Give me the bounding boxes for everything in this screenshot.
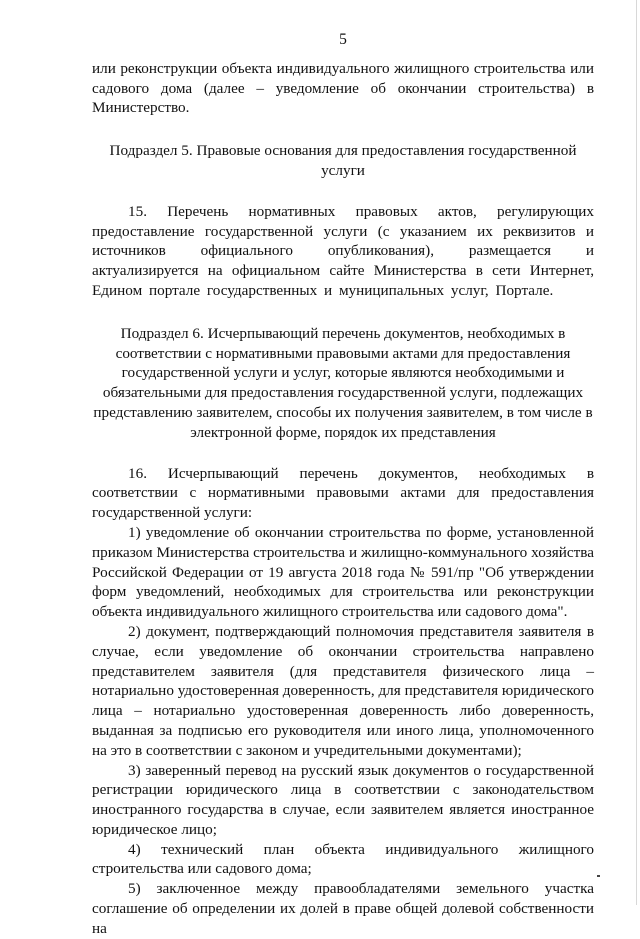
intro-paragraph: или реконструкции объекта индивидуального жилищного строительства или садового дома (далее – уведомление об окончании строительства) в Министерство. (92, 59, 594, 117)
list-item-2: 2) документ, подтверждающий полномочия представителя заявителя в случае, если уведомление об окончании строительства направлено представителем заявителя (для представителя физического лица – нотариально удостоверенная доверенность, для представителя юридического лица – нотариально удостоверенная доверенность либо доверенность, выданная за подписью его руководителя или иного лица, уполномоченного на это в соответствии с законом и учредительными документами); (92, 622, 594, 759)
spacer (92, 443, 594, 464)
list-item-5: 5) заключенное между правообладателями земельного участка соглашение об определении их долей в праве общей долевой собственности на (92, 880, 594, 937)
paragraph-15: 15. Перечень нормативных правовых актов, регулирующих предоставление государственной услуги (с указанием их реквизитов и источников официального опубликования), размещается и актуализируется на официальном сайте Министерства в сети Интернет, Едином портале государственных и муниципальных услуг, Портале. (92, 202, 594, 299)
paragraph-16: 16. Исчерпывающий перечень документов, необходимых в соответствии с нормативными правовыми актами для предоставления государственной услуги: (92, 464, 594, 522)
subsection-5-heading: Подраздел 5. Правовые основания для предоставления государственной услуги (109, 142, 577, 179)
subsection-6-heading: Подраздел 6. Исчерпывающий перечень документов, необходимых в соответствии с нормативными правовыми актами для предоставления государственной услуги и услуг, которые являются необходимыми и обязательными для предоставления государственной услуги, подлежащих представлению заявителем, способы их получения заявителем, в том числе в электронной форме, порядок их представления (93, 324, 593, 441)
document-page (92, 30, 594, 939)
page-edge-line (636, 0, 637, 905)
spacer (92, 301, 594, 324)
spacer (92, 181, 594, 202)
spacer (92, 118, 594, 141)
list-item-3: 3) заверенный перевод на русский язык документов о государственной регистрации юридического лица в соответствии с законодательством иностранного государства в случае, если заявителем является иностранное юридическое лицо; (92, 761, 594, 838)
list-item-4: 4) технический план объекта индивидуального жилищного строительства или садового дома; (92, 840, 594, 878)
scan-mark (597, 875, 600, 877)
page-number: 5 (339, 31, 347, 48)
list-item-1: 1) уведомление об окончании строительства по форме, установленной приказом Министерства строительства и жилищно-коммунального хозяйства Российской Федерации от 19 августа 2018 года № 591/пр "Об утверждении форм уведомлений, необходимых для строительства или реконструкции объекта индивидуального жилищного строительства или садового дома". (92, 523, 594, 621)
